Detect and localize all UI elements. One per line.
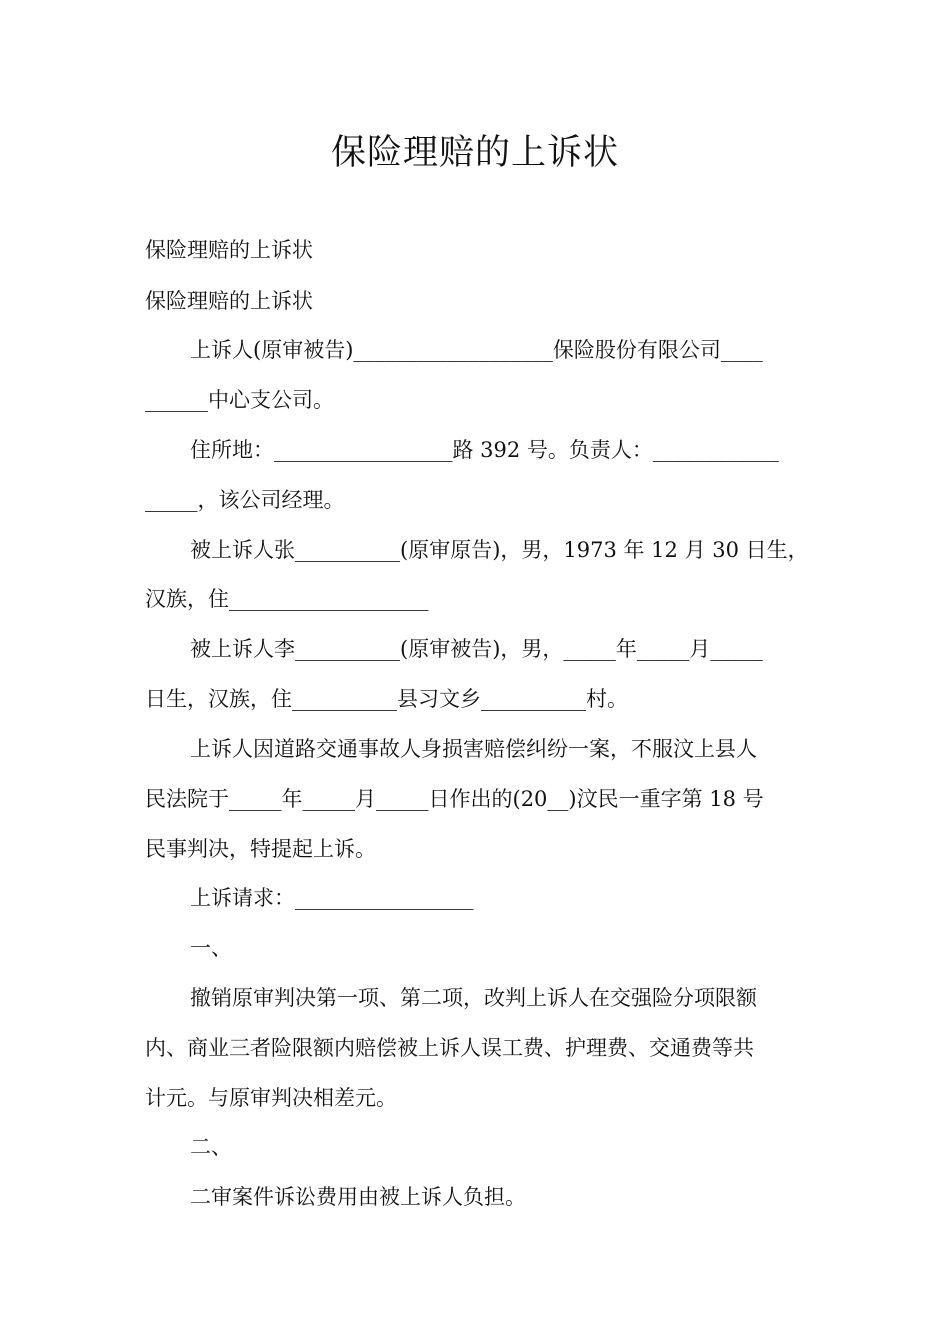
doc-line-9: 被上诉人李__________(原审被告)，男，_____年_____月_____ — [190, 637, 763, 661]
doc-line-13: 民事判决，特提起上诉。 — [145, 837, 376, 861]
doc-line-1: 保险理赔的上诉状 — [145, 238, 313, 262]
doc-line-15: 一、 — [190, 936, 232, 960]
doc-line-2: 保险理赔的上诉状 — [145, 289, 313, 313]
doc-line-18: 计元。与原审判决相差元。 — [145, 1086, 397, 1110]
doc-line-19: 二、 — [190, 1135, 232, 1159]
doc-line-6: _____，该公司经理。 — [145, 488, 345, 512]
doc-line-7: 被上诉人张__________(原审原告)，男，1973 年 12 月 30 日生， — [190, 538, 809, 562]
doc-line-11: 上诉人因道路交通事故人身损害赔偿纠纷一案，不服汶上县人 — [190, 737, 757, 761]
doc-line-3: 上诉人(原审被告)___________________保险股份有限公司____ — [190, 338, 763, 362]
doc-line-10: 日生，汉族，住__________县习文乡__________村。 — [145, 687, 628, 711]
doc-line-4: ______中心支公司。 — [145, 388, 334, 412]
doc-line-8: 汉族，住___________________ — [145, 587, 429, 611]
doc-line-20: 二审案件诉讼费用由被上诉人负担。 — [190, 1185, 526, 1209]
doc-line-14: 上诉请求：_________________ — [190, 886, 474, 910]
document-title: 保险理赔的上诉状 — [330, 133, 619, 173]
doc-line-16: 撤销原审判决第一项、第二项，改判上诉人在交强险分项限额 — [190, 986, 757, 1010]
doc-line-17: 内、商业三者险限额内赔偿被上诉人误工费、护理费、交通费等共 — [145, 1036, 754, 1060]
doc-line-5: 住所地：_________________路 392 号。负责人：____________ — [190, 438, 779, 462]
doc-line-12: 民法院于_____年_____月_____日作出的(20__)汶民一重字第 18 号 — [145, 787, 764, 811]
